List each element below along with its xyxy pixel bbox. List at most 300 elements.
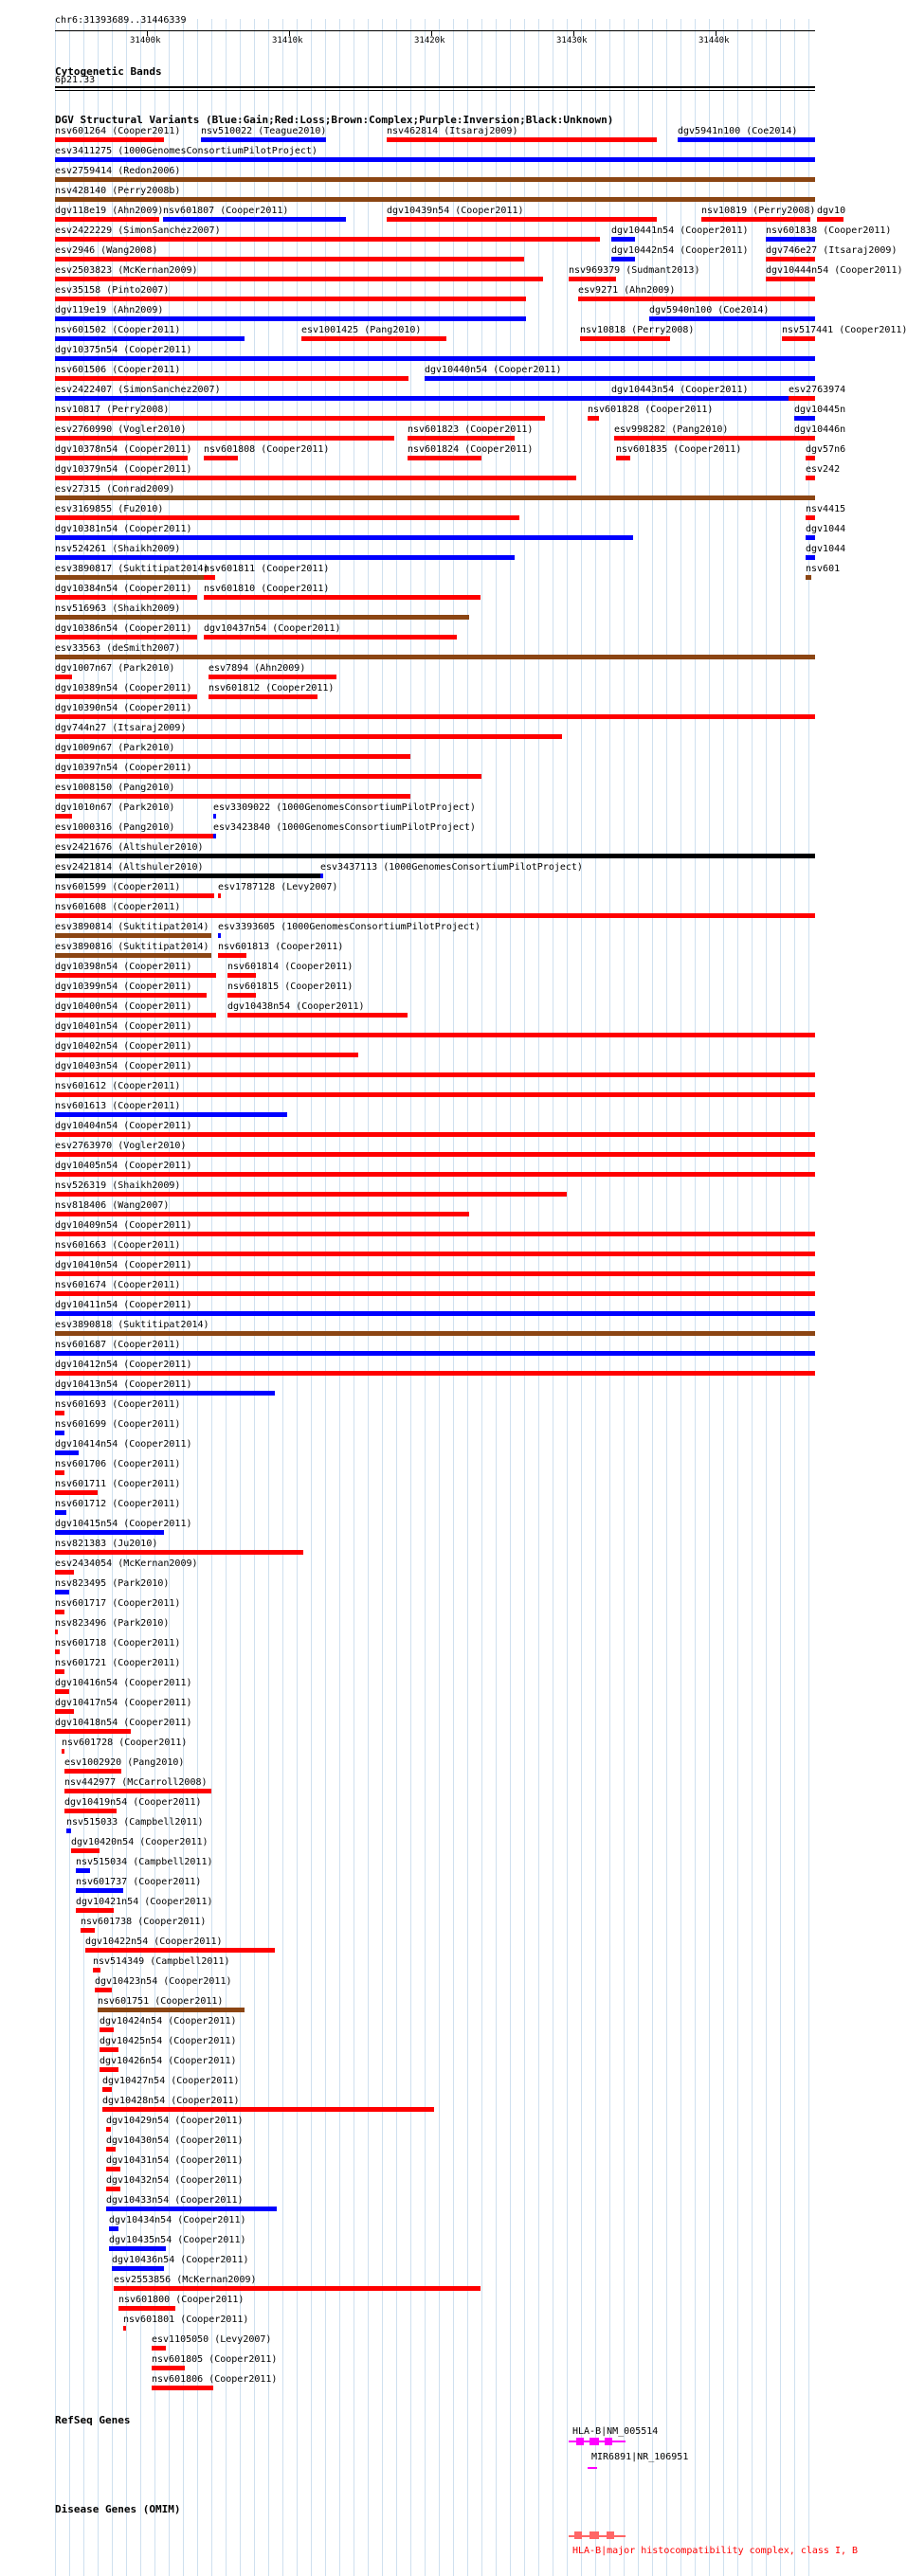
- variant-bar[interactable]: [76, 1868, 90, 1873]
- variant-label[interactable]: nsv515034 (Campbell2011): [76, 1857, 213, 1867]
- variant-bar[interactable]: [213, 834, 216, 838]
- variant-bar[interactable]: [55, 1391, 275, 1396]
- variant-label[interactable]: dgv10413n54 (Cooper2011): [55, 1379, 192, 1390]
- variant-bar[interactable]: [782, 336, 815, 341]
- variant-bar[interactable]: [55, 456, 188, 460]
- refseq-exon-3[interactable]: [605, 2438, 612, 2445]
- variant-bar[interactable]: [806, 555, 815, 560]
- variant-bar[interactable]: [55, 495, 815, 500]
- variant-label[interactable]: dgv10419n54 (Cooper2011): [64, 1797, 202, 1808]
- omim-track-title[interactable]: Disease Genes (OMIM): [55, 2503, 181, 2515]
- variant-bar[interactable]: [55, 1271, 815, 1276]
- variant-label[interactable]: esv1001425 (Pang2010): [301, 325, 422, 335]
- variant-bar[interactable]: [204, 595, 481, 600]
- variant-label[interactable]: nsv601721 (Cooper2011): [55, 1658, 181, 1668]
- variant-label[interactable]: nsv601663 (Cooper2011): [55, 1240, 181, 1251]
- variant-label[interactable]: esv2422229 (SimonSanchez2007): [55, 225, 221, 236]
- variant-bar[interactable]: [227, 1013, 408, 1018]
- variant-label[interactable]: dgv10440n54 (Cooper2011): [425, 365, 562, 375]
- refseq-exon-1[interactable]: [576, 2438, 584, 2445]
- variant-label[interactable]: nsv818406 (Wang2007): [55, 1200, 170, 1211]
- variant-bar[interactable]: [55, 356, 815, 361]
- variant-label[interactable]: dgv119e19 (Ahn2009): [55, 305, 164, 315]
- variant-label[interactable]: nsv601674 (Cooper2011): [55, 1280, 181, 1290]
- variant-label[interactable]: nsv969379 (Sudmant2013): [569, 265, 700, 276]
- variant-label[interactable]: dgv10379n54 (Cooper2011): [55, 464, 192, 475]
- variant-label[interactable]: esv3890814 (Suktitipat2014): [55, 922, 209, 932]
- variant-bar[interactable]: [55, 1450, 79, 1455]
- variant-label[interactable]: nsv601815 (Cooper2011): [227, 982, 354, 992]
- variant-bar[interactable]: [93, 1968, 100, 1973]
- variant-label[interactable]: dgv10404n54 (Cooper2011): [55, 1121, 192, 1131]
- variant-label[interactable]: nsv601805 (Cooper2011): [152, 2354, 278, 2365]
- variant-bar[interactable]: [55, 933, 211, 938]
- variant-label[interactable]: nsv601693 (Cooper2011): [55, 1399, 181, 1410]
- variant-bar[interactable]: [123, 2326, 126, 2331]
- variant-label[interactable]: dgv10426n54 (Cooper2011): [100, 2056, 237, 2066]
- variant-bar[interactable]: [55, 794, 410, 799]
- variant-label[interactable]: nsv517441 (Cooper2011): [782, 325, 907, 335]
- variant-bar[interactable]: [611, 237, 635, 242]
- variant-bar[interactable]: [204, 635, 457, 639]
- variant-label[interactable]: nsv601737 (Cooper2011): [76, 1877, 202, 1887]
- variant-bar[interactable]: [152, 2386, 213, 2390]
- variant-bar[interactable]: [55, 1590, 69, 1594]
- variant-label[interactable]: nsv601612 (Cooper2011): [55, 1081, 181, 1091]
- variant-label[interactable]: dgv10420n54 (Cooper2011): [71, 1837, 209, 1847]
- variant-label[interactable]: nsv601811 (Cooper2011): [204, 564, 330, 574]
- variant-label[interactable]: dgv10431n54 (Cooper2011): [106, 2155, 244, 2166]
- variant-bar[interactable]: [55, 137, 164, 142]
- variant-label[interactable]: nsv10819 (Perry2008): [701, 206, 816, 216]
- variant-bar[interactable]: [55, 1411, 64, 1415]
- variant-label[interactable]: nsv601810 (Cooper2011): [204, 584, 330, 594]
- variant-bar[interactable]: [55, 1669, 64, 1674]
- variant-label[interactable]: esv2434054 (McKernan2009): [55, 1558, 198, 1569]
- variant-bar[interactable]: [106, 2167, 120, 2171]
- variant-label[interactable]: esv1787128 (Levy2007): [218, 882, 338, 892]
- variant-bar[interactable]: [794, 436, 815, 441]
- variant-bar[interactable]: [611, 396, 630, 401]
- variant-bar[interactable]: [163, 217, 346, 222]
- variant-label[interactable]: nsv601599 (Cooper2011): [55, 882, 181, 892]
- variant-label[interactable]: dgv10432n54 (Cooper2011): [106, 2175, 244, 2186]
- variant-label[interactable]: dgv10434n54 (Cooper2011): [109, 2215, 246, 2225]
- variant-bar[interactable]: [55, 714, 815, 719]
- variant-bar[interactable]: [55, 336, 245, 341]
- variant-label[interactable]: dgv5941n100 (Coe2014): [678, 126, 798, 136]
- variant-bar[interactable]: [55, 1530, 164, 1535]
- variant-bar[interactable]: [55, 1072, 815, 1077]
- variant-bar[interactable]: [55, 416, 545, 421]
- variant-label[interactable]: nsv10818 (Perry2008): [580, 325, 695, 335]
- variant-bar[interactable]: [55, 575, 205, 580]
- variant-bar[interactable]: [580, 336, 670, 341]
- variant-bar[interactable]: [806, 535, 815, 540]
- variant-bar[interactable]: [55, 1033, 815, 1037]
- variant-label[interactable]: esv3423840 (1000GenomesConsortiumPilotProject): [213, 822, 476, 833]
- variant-label[interactable]: dgv10422n54 (Cooper2011): [85, 1937, 223, 1947]
- variant-label[interactable]: dgv1010n67 (Park2010): [55, 802, 175, 813]
- refseq-gene-line-mir6891[interactable]: [588, 2467, 597, 2469]
- variant-label[interactable]: nsv601812 (Cooper2011): [209, 683, 335, 694]
- variant-label[interactable]: esv3437113 (1000GenomesConsortiumPilotProject): [320, 862, 583, 873]
- variant-bar[interactable]: [55, 1470, 64, 1475]
- variant-bar[interactable]: [55, 535, 633, 540]
- variant-bar[interactable]: [55, 694, 197, 699]
- variant-bar[interactable]: [66, 1828, 71, 1833]
- variant-bar[interactable]: [55, 754, 410, 759]
- variant-label[interactable]: nsv601706 (Cooper2011): [55, 1459, 181, 1469]
- variant-bar[interactable]: [55, 476, 576, 480]
- variant-label[interactable]: nsv601712 (Cooper2011): [55, 1499, 181, 1509]
- variant-label[interactable]: esv7894 (Ahn2009): [209, 663, 306, 674]
- variant-bar[interactable]: [55, 1570, 74, 1575]
- variant-bar[interactable]: [55, 1371, 815, 1376]
- variant-label[interactable]: dgv1007n67 (Park2010): [55, 663, 175, 674]
- variant-bar[interactable]: [55, 615, 469, 620]
- variant-label[interactable]: nsv601800 (Cooper2011): [118, 2295, 245, 2305]
- variant-label[interactable]: nsv823496 (Park2010): [55, 1618, 170, 1629]
- variant-bar[interactable]: [806, 575, 811, 580]
- variant-label[interactable]: esv3890816 (Suktitipat2014): [55, 942, 209, 952]
- variant-bar[interactable]: [204, 575, 215, 580]
- variant-bar[interactable]: [55, 515, 519, 520]
- variant-label[interactable]: dgv10378n54 (Cooper2011): [55, 444, 192, 455]
- variant-bar[interactable]: [98, 2008, 245, 2012]
- variant-bar[interactable]: [55, 297, 526, 301]
- variant-bar[interactable]: [106, 2187, 120, 2191]
- variant-label[interactable]: dgv10386n54 (Cooper2011): [55, 623, 192, 634]
- variant-bar[interactable]: [806, 456, 815, 460]
- variant-bar[interactable]: [201, 137, 326, 142]
- variant-bar[interactable]: [55, 1510, 66, 1515]
- variant-bar[interactable]: [55, 436, 394, 441]
- variant-label[interactable]: dgv10424n54 (Cooper2011): [100, 2016, 237, 2027]
- variant-label[interactable]: nsv823495 (Park2010): [55, 1578, 170, 1589]
- variant-label[interactable]: esv9271 (Ahn2009): [578, 285, 676, 296]
- variant-bar[interactable]: [64, 1769, 121, 1774]
- variant-bar[interactable]: [213, 814, 216, 819]
- variant-label[interactable]: dgv10411n54 (Cooper2011): [55, 1300, 192, 1310]
- variant-label[interactable]: nsv510022 (Teague2010): [201, 126, 327, 136]
- variant-label[interactable]: dgv10418n54 (Cooper2011): [55, 1718, 192, 1728]
- variant-label[interactable]: dgv10444n54 (Cooper2011): [766, 265, 903, 276]
- variant-label[interactable]: dgv10403n54 (Cooper2011): [55, 1061, 192, 1072]
- variant-bar[interactable]: [55, 376, 408, 381]
- variant-bar[interactable]: [408, 456, 481, 460]
- variant-label[interactable]: nsv601264 (Cooper2011): [55, 126, 181, 136]
- variant-bar[interactable]: [649, 316, 815, 321]
- variant-label[interactable]: dgv10436n54 (Cooper2011): [112, 2255, 249, 2265]
- variant-label[interactable]: esv2422407 (SimonSanchez2007): [55, 385, 221, 395]
- variant-label[interactable]: esv3890818 (Suktitipat2014): [55, 1320, 209, 1330]
- variant-label[interactable]: nsv516963 (Shaikh2009): [55, 603, 181, 614]
- variant-label[interactable]: esv3411275 (1000GenomesConsortiumPilotProject): [55, 146, 317, 156]
- variant-bar[interactable]: [112, 2266, 164, 2271]
- variant-bar[interactable]: [71, 1848, 100, 1853]
- variant-bar[interactable]: [588, 416, 599, 421]
- variant-bar[interactable]: [62, 1749, 64, 1754]
- variant-bar[interactable]: [55, 1192, 567, 1197]
- variant-bar[interactable]: [114, 2286, 481, 2291]
- refseq-track-title[interactable]: RefSeq Genes: [55, 2414, 131, 2426]
- variant-bar[interactable]: [76, 1888, 123, 1893]
- variant-label[interactable]: nsv526319 (Shaikh2009): [55, 1180, 181, 1191]
- variant-bar[interactable]: [218, 893, 221, 898]
- variant-bar[interactable]: [55, 1053, 358, 1057]
- variant-bar[interactable]: [55, 316, 526, 321]
- variant-label[interactable]: dgv10412n54 (Cooper2011): [55, 1360, 192, 1370]
- variant-label[interactable]: dgv10428n54 (Cooper2011): [102, 2096, 240, 2106]
- variant-bar[interactable]: [766, 237, 815, 242]
- variant-bar[interactable]: [55, 893, 214, 898]
- variant-bar[interactable]: [55, 1490, 98, 1495]
- variant-bar[interactable]: [55, 1013, 216, 1018]
- variant-label[interactable]: dgv10390n54 (Cooper2011): [55, 703, 192, 713]
- variant-bar[interactable]: [55, 1550, 303, 1555]
- variant-label[interactable]: esv3169855 (Fu2010): [55, 504, 164, 514]
- variant-label[interactable]: nsv601613 (Cooper2011): [55, 1101, 181, 1111]
- variant-label[interactable]: nsv601738 (Cooper2011): [81, 1917, 207, 1927]
- variant-label[interactable]: dgv10445n: [794, 405, 846, 415]
- variant-bar[interactable]: [218, 933, 221, 938]
- variant-bar[interactable]: [766, 277, 815, 281]
- variant-label[interactable]: nsv601699 (Cooper2011): [55, 1419, 181, 1430]
- variant-bar[interactable]: [55, 1610, 64, 1614]
- variant-bar[interactable]: [616, 456, 630, 460]
- variant-bar[interactable]: [55, 217, 159, 222]
- variant-bar[interactable]: [106, 2147, 116, 2152]
- dgv-track-title[interactable]: DGV Structural Variants (Blue:Gain;Red:Loss;Brown:Complex;Purple:Inversion;Black:Unknown): [55, 114, 614, 126]
- variant-label[interactable]: dgv1044: [806, 524, 846, 534]
- variant-bar[interactable]: [55, 953, 211, 958]
- variant-label[interactable]: nsv601823 (Cooper2011): [408, 424, 534, 435]
- variant-bar[interactable]: [81, 1928, 95, 1933]
- variant-bar[interactable]: [55, 1431, 64, 1435]
- variant-bar[interactable]: [611, 257, 635, 261]
- variant-label[interactable]: nsv601711 (Cooper2011): [55, 1479, 181, 1489]
- refseq-gene-label-hla-b[interactable]: HLA-B|NM_005514: [572, 2426, 659, 2437]
- variant-label[interactable]: nsv601807 (Cooper2011): [163, 206, 289, 216]
- variant-label[interactable]: esv998282 (Pang2010): [614, 424, 729, 435]
- variant-bar[interactable]: [55, 1649, 60, 1654]
- variant-bar[interactable]: [118, 2306, 175, 2311]
- variant-label[interactable]: nsv601506 (Cooper2011): [55, 365, 181, 375]
- variant-label[interactable]: dgv10399n54 (Cooper2011): [55, 982, 192, 992]
- variant-bar[interactable]: [387, 217, 657, 222]
- variant-bar[interactable]: [55, 655, 815, 659]
- variant-bar[interactable]: [106, 2207, 277, 2211]
- variant-label[interactable]: esv2946 (Wang2008): [55, 245, 158, 256]
- variant-bar[interactable]: [320, 874, 323, 878]
- variant-label[interactable]: nsv601808 (Cooper2011): [204, 444, 330, 455]
- variant-label[interactable]: nsv462814 (Itsaraj2009): [387, 126, 518, 136]
- variant-bar[interactable]: [55, 913, 815, 918]
- variant-bar[interactable]: [55, 277, 543, 281]
- variant-bar[interactable]: [55, 1232, 815, 1236]
- variant-bar[interactable]: [100, 2027, 114, 2032]
- variant-label[interactable]: nsv442977 (McCarroll2008): [64, 1777, 208, 1788]
- variant-bar[interactable]: [209, 694, 317, 699]
- variant-label[interactable]: nsv601717 (Cooper2011): [55, 1598, 181, 1609]
- variant-label[interactable]: dgv10433n54 (Cooper2011): [106, 2195, 244, 2206]
- variant-bar[interactable]: [569, 277, 616, 281]
- variant-bar[interactable]: [55, 1152, 815, 1157]
- variant-bar[interactable]: [55, 1729, 131, 1734]
- variant-label[interactable]: nsv601608 (Cooper2011): [55, 902, 181, 912]
- variant-bar[interactable]: [55, 555, 515, 560]
- variant-bar[interactable]: [55, 1311, 815, 1316]
- variant-label[interactable]: nsv4415: [806, 504, 846, 514]
- variant-label[interactable]: dgv10: [817, 206, 846, 216]
- variant-bar[interactable]: [55, 237, 600, 242]
- variant-label[interactable]: nsv601: [806, 564, 841, 574]
- variant-label[interactable]: dgv10423n54 (Cooper2011): [95, 1976, 232, 1987]
- variant-bar[interactable]: [55, 734, 562, 739]
- variant-bar[interactable]: [55, 1172, 815, 1177]
- variant-bar[interactable]: [76, 1908, 114, 1913]
- variant-label[interactable]: dgv10389n54 (Cooper2011): [55, 683, 192, 694]
- variant-label[interactable]: nsv524261 (Shaikh2009): [55, 544, 181, 554]
- variant-bar[interactable]: [55, 675, 72, 679]
- variant-label[interactable]: nsv515033 (Campbell2011): [66, 1817, 204, 1828]
- variant-label[interactable]: dgv10446n: [794, 424, 846, 435]
- variant-label[interactable]: dgv10375n54 (Cooper2011): [55, 345, 192, 355]
- variant-label[interactable]: esv1105050 (Levy2007): [152, 2334, 272, 2345]
- variant-label[interactable]: nsv601806 (Cooper2011): [152, 2374, 278, 2385]
- variant-bar[interactable]: [766, 257, 815, 261]
- variant-bar[interactable]: [55, 157, 815, 162]
- variant-bar[interactable]: [806, 515, 815, 520]
- variant-label[interactable]: dgv10384n54 (Cooper2011): [55, 584, 192, 594]
- omim-label[interactable]: HLA-B|major histocompatibility complex, class I, B: [572, 2546, 859, 2556]
- variant-label[interactable]: esv27315 (Conrad2009): [55, 484, 175, 495]
- variant-label[interactable]: dgv10417n54 (Cooper2011): [55, 1698, 192, 1708]
- variant-label[interactable]: nsv601814 (Cooper2011): [227, 962, 354, 972]
- variant-label[interactable]: dgv744n27 (Itsaraj2009): [55, 723, 187, 733]
- variant-label[interactable]: nsv601835 (Cooper2011): [616, 444, 742, 455]
- variant-label[interactable]: dgv10415n54 (Cooper2011): [55, 1519, 192, 1529]
- variant-bar[interactable]: [55, 993, 207, 998]
- variant-bar[interactable]: [701, 217, 810, 222]
- variant-label[interactable]: esv2763970 (Vogler2010): [55, 1141, 187, 1151]
- variant-bar[interactable]: [109, 2226, 118, 2231]
- variant-bar[interactable]: [55, 854, 815, 858]
- variant-label[interactable]: dgv10437n54 (Cooper2011): [204, 623, 341, 634]
- variant-label[interactable]: dgv10409n54 (Cooper2011): [55, 1220, 192, 1231]
- variant-label[interactable]: esv2553856 (McKernan2009): [114, 2275, 257, 2285]
- variant-label[interactable]: esv2759414 (Redon2006): [55, 166, 181, 176]
- variant-label[interactable]: nsv601813 (Cooper2011): [218, 942, 344, 952]
- variant-label[interactable]: esv242: [806, 464, 841, 475]
- variant-label[interactable]: nsv601828 (Cooper2011): [588, 405, 714, 415]
- variant-bar[interactable]: [55, 1630, 58, 1634]
- variant-label[interactable]: esv2421676 (Altshuler2010): [55, 842, 204, 853]
- variant-bar[interactable]: [218, 953, 246, 958]
- variant-label[interactable]: dgv5940n100 (Coe2014): [649, 305, 770, 315]
- variant-bar[interactable]: [152, 2366, 185, 2370]
- variant-bar[interactable]: [301, 336, 446, 341]
- variant-bar[interactable]: [55, 1709, 74, 1714]
- variant-label[interactable]: dgv10427n54 (Cooper2011): [102, 2076, 240, 2086]
- variant-label[interactable]: dgv10425n54 (Cooper2011): [100, 2036, 237, 2046]
- variant-bar[interactable]: [425, 376, 815, 381]
- variant-label[interactable]: dgv118e19 (Ahn2009): [55, 206, 164, 216]
- variant-bar[interactable]: [55, 1112, 287, 1117]
- variant-bar[interactable]: [100, 2047, 118, 2052]
- variant-label[interactable]: esv2421814 (Altshuler2010): [55, 862, 204, 873]
- variant-label[interactable]: nsv601687 (Cooper2011): [55, 1340, 181, 1350]
- variant-bar[interactable]: [794, 416, 815, 421]
- variant-bar[interactable]: [152, 2346, 166, 2351]
- variant-label[interactable]: esv33563 (deSmith2007): [55, 643, 181, 654]
- variant-label[interactable]: esv3890817 (Suktitipat2014): [55, 564, 209, 574]
- variant-label[interactable]: dgv10381n54 (Cooper2011): [55, 524, 192, 534]
- variant-label[interactable]: esv3309022 (1000GenomesConsortiumPilotProject): [213, 802, 476, 813]
- variant-bar[interactable]: [55, 814, 72, 819]
- variant-label[interactable]: nsv601838 (Cooper2011): [766, 225, 892, 236]
- variant-label[interactable]: nsv601801 (Cooper2011): [123, 2315, 249, 2325]
- variant-label[interactable]: esv2503823 (McKernan2009): [55, 265, 198, 276]
- variant-bar[interactable]: [64, 1809, 117, 1813]
- variant-label[interactable]: dgv10435n54 (Cooper2011): [109, 2235, 246, 2245]
- cytoband-bar[interactable]: [55, 86, 815, 88]
- variant-label[interactable]: nsv601502 (Cooper2011): [55, 325, 181, 335]
- variant-label[interactable]: esv2763974: [789, 385, 846, 395]
- variant-bar[interactable]: [55, 177, 815, 182]
- variant-label[interactable]: dgv10398n54 (Cooper2011): [55, 962, 192, 972]
- variant-label[interactable]: nsv428140 (Perry2008b): [55, 186, 181, 196]
- variant-label[interactable]: nsv514349 (Campbell2011): [93, 1956, 230, 1967]
- variant-label[interactable]: dgv10421n54 (Cooper2011): [76, 1897, 213, 1907]
- variant-bar[interactable]: [55, 1351, 815, 1356]
- variant-label[interactable]: esv1002920 (Pang2010): [64, 1757, 185, 1768]
- variant-label[interactable]: esv1000316 (Pang2010): [55, 822, 175, 833]
- variant-label[interactable]: nsv601728 (Cooper2011): [62, 1738, 188, 1748]
- variant-label[interactable]: dgv10429n54 (Cooper2011): [106, 2116, 244, 2126]
- variant-label[interactable]: dgv10402n54 (Cooper2011): [55, 1041, 192, 1052]
- variant-label[interactable]: dgv10405n54 (Cooper2011): [55, 1161, 192, 1171]
- variant-bar[interactable]: [55, 1212, 469, 1216]
- variant-bar[interactable]: [578, 297, 815, 301]
- variant-label[interactable]: dgv746e27 (Itsaraj2009): [766, 245, 898, 256]
- cytoband-track-title[interactable]: Cytogenetic Bands: [55, 65, 162, 78]
- variant-bar[interactable]: [55, 1331, 815, 1336]
- variant-label[interactable]: dgv10397n54 (Cooper2011): [55, 763, 192, 773]
- variant-label[interactable]: dgv1009n67 (Park2010): [55, 743, 175, 753]
- variant-label[interactable]: nsv821383 (Ju2010): [55, 1539, 158, 1549]
- variant-bar[interactable]: [102, 2087, 112, 2092]
- refseq-exon-2[interactable]: [590, 2438, 599, 2445]
- variant-bar[interactable]: [85, 1948, 275, 1953]
- variant-label[interactable]: esv2760990 (Vogler2010): [55, 424, 187, 435]
- variant-bar[interactable]: [204, 456, 238, 460]
- variant-bar[interactable]: [55, 1132, 815, 1137]
- variant-bar[interactable]: [55, 774, 481, 779]
- variant-label[interactable]: dgv10401n54 (Cooper2011): [55, 1021, 192, 1032]
- variant-bar[interactable]: [227, 993, 256, 998]
- variant-label[interactable]: dgv10439n54 (Cooper2011): [387, 206, 524, 216]
- variant-label[interactable]: nsv601718 (Cooper2011): [55, 1638, 181, 1648]
- variant-label[interactable]: esv35158 (Pinto2007): [55, 285, 170, 296]
- variant-bar[interactable]: [106, 2127, 111, 2132]
- variant-bar[interactable]: [55, 1092, 815, 1097]
- variant-label[interactable]: dgv10443n54 (Cooper2011): [611, 385, 749, 395]
- variant-label[interactable]: dgv10442n54 (Cooper2011): [611, 245, 749, 256]
- variant-bar[interactable]: [55, 197, 815, 202]
- variant-label[interactable]: dgv10416n54 (Cooper2011): [55, 1678, 192, 1688]
